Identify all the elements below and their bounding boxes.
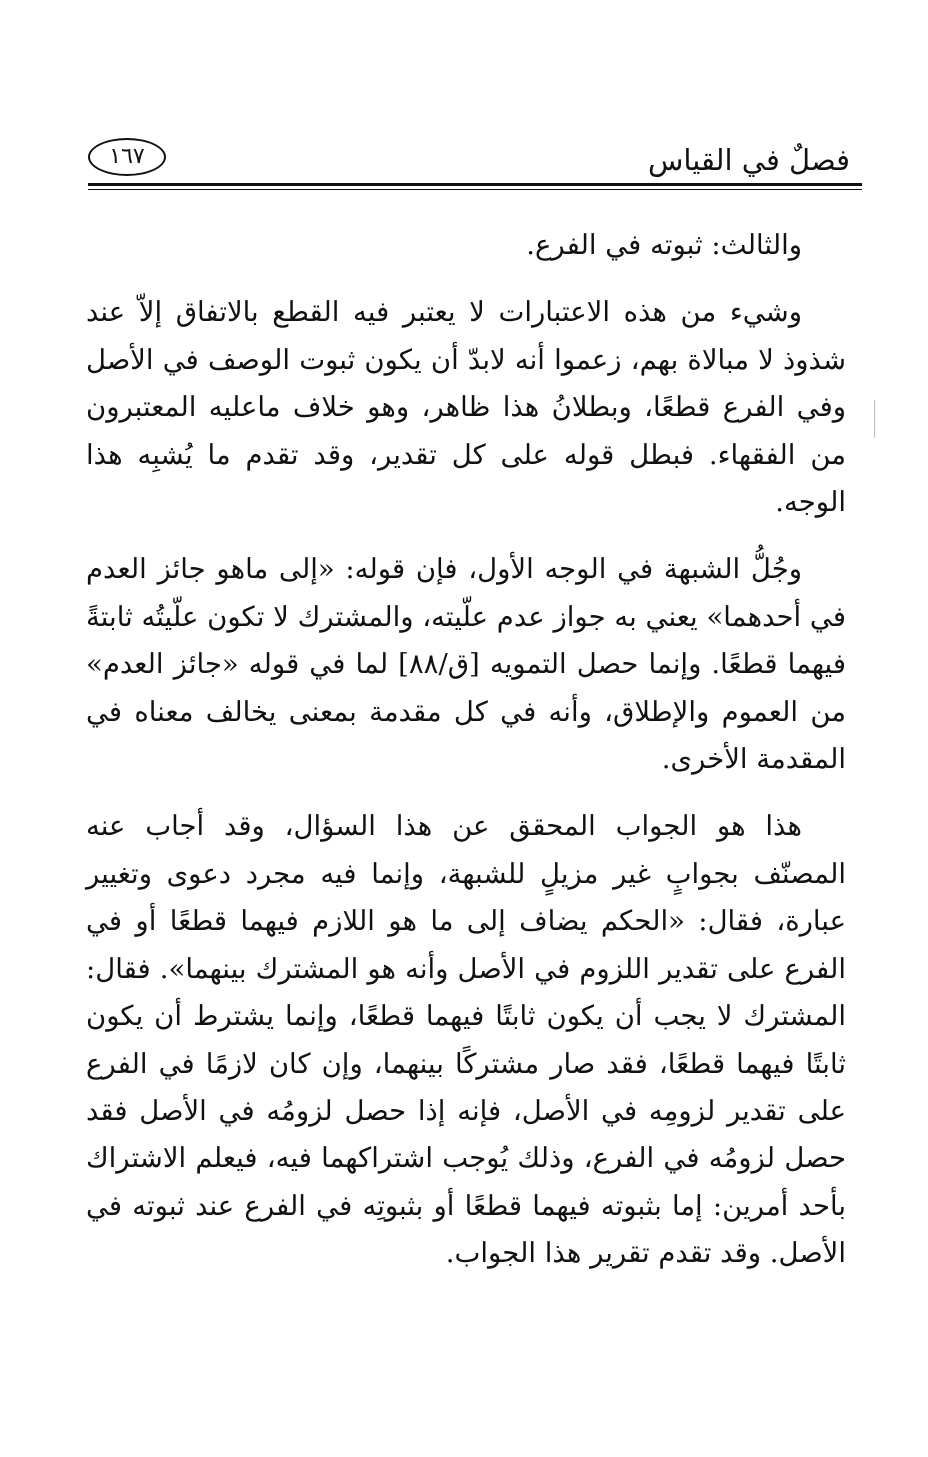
paragraph-3: وجُلُّ الشبهة في الوجه الأول، فإن قوله: «إلى ماهو جائز العدم في أحدهما» يعني به جواز عدم علّيته، والمشترك لا تكون علّيتُه ثابتةً فيهما قطعًا. وإنما حصل التمويه [ق/٨٨] لما في قوله «جائز العدم» من العموم والإطلاق، وأنه في كل مقدمة بمعنى يخالف معناه في المقدمة الأخرى. — [86, 553, 846, 776]
page-number: ١٦٧ — [109, 144, 145, 169]
header-rule-thick — [88, 183, 862, 186]
main-text — [86, 222, 846, 1278]
paragraph-1: والثالث: ثبوته في الفرع. — [526, 229, 802, 261]
header-rule-thin — [88, 189, 862, 190]
page-header — [88, 138, 850, 188]
paragraph-4: هذا هو الجواب المحقق عن هذا السؤال، وقد أجاب عنه المصنّف بجوابٍ غير مزيلٍ للشبهة، وإنما فيه مجرد دعوى وتغيير عبارة، فقال: «الحكم يضاف إلى ما هو اللازم فيهما قطعًا أو في الفرع على تقدير اللزوم في الأصل وأنه هو المشترك بينهما». فقال: المشترك لا يجب أن يكون ثابتًا فيهما قطعًا، وإنما يشترط أن يكون ثابتًا فيهما قطعًا، فقد صار مشتركًا بينهما، وإن كان لازمًا في الفرع على تقدير لزومِه في الأصل، فإنه إذا حصل لزومُه في الأصل فقد حصل لزومُه في الفرع، وذلك يُوجب اشتراكهما فيه، فيعلم الاشتراك بأحد أمرين: إما بثبوته فيهما قطعًا أو بثبوتِه في الفرع عند ثبوته في الأصل. وقد تقدم تقرير هذا الجواب. — [86, 810, 846, 1270]
running-title: فصلٌ في القياس — [648, 143, 850, 177]
paragraph-2: وشيء من هذه الاعتبارات لا يعتبر فيه القطع بالاتفاق إلاّ عند شذوذ لا مبالاة بهم، زعموا أنه لابدّ أن يكون ثبوت الوصف في الأصل وفي الفرع قطعًا، وبطلانُ هذا ظاهر، وهو خلاف ماعليه المعتبرون من الفقهاء. فبطل قوله على كل تقدير، وقد تقدم ما يُشبِه هذا الوجه. — [86, 296, 846, 519]
scan-margin-mark — [874, 400, 875, 438]
page-number-ornament — [88, 138, 166, 176]
